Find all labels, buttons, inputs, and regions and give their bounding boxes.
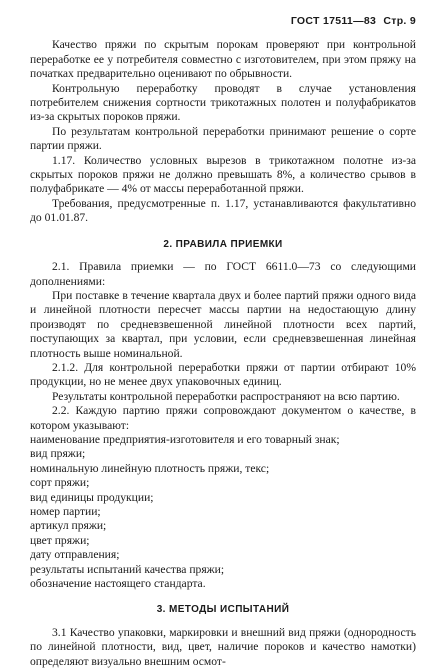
- page-number: Стр. 9: [383, 15, 416, 27]
- standard-number: ГОСТ 17511—83: [290, 15, 377, 27]
- list-item: обозначение настоящего стандарта.: [30, 577, 206, 591]
- clause-2-2: 2.2. Каждую партию пряжи сопровождают документом о качестве, в котором указывают:: [30, 404, 416, 432]
- paragraph: Качество пряжи по скрытым порокам проверяют при контрольной переработке ее у потребителя совместно с изготовителем, при этом пряжу на початках предварительно оценивают по обрывности.: [30, 38, 416, 81]
- list-item: дату отправления;: [30, 548, 120, 562]
- list-item: номер партии;: [30, 505, 101, 518]
- document-contents-list: [30, 433, 416, 591]
- list-item: сорт пряжи;: [30, 476, 90, 490]
- clause-2-1-2: 2.1.2. Для контрольной переработки пряжи от партии отбирают 10% продукции, но не менее двух упаковочных единиц.: [30, 360, 416, 389]
- list-item: артикул пряжи;: [30, 519, 107, 533]
- clause-1-17: 1.17. Количество условных вырезов в трикотажном полотне из-за скрытых пороков пряжи не должно превышать 8%, а количество срывов в полуфабрикате — 4% от массы переработанной пряжи.: [30, 153, 416, 196]
- list-item: цвет пряжи;: [30, 533, 90, 547]
- list-item: наименование предприятия-изготовителя и его товарный знак;: [30, 432, 340, 446]
- page-header: [30, 14, 416, 28]
- paragraph: При поставке в течение квартала двух и более партий пряжи одного вида и линейной плотности пересчет массы партии на недостающую длину производят по средневзвешенной линейной плотности всех партий, поступающих за квартал, при условии, если средневзвешенная линейная плотность выше номинальной.: [30, 288, 416, 360]
- list-item: номинальную линейную плотность пряжи, текс;: [30, 461, 270, 475]
- list-item: результаты испытаний качества пряжи;: [30, 562, 225, 576]
- paragraph: Контрольную переработку проводят в случае установления потребителем снижения сортности трикотажных полотен и полуфабрикатов из-за скрытых пороков пряжи.: [30, 81, 416, 124]
- paragraph: Требования, предусмотренные п. 1.17, устанавливаются факультативно до 01.01.87.: [30, 196, 416, 225]
- list-item: вид единицы продукции;: [30, 490, 154, 504]
- section-title-acceptance: 2. ПРАВИЛА ПРИЕМКИ: [163, 238, 283, 250]
- clause-2-1: 2.1. Правила приемки — по ГОСТ 6611.0—73 со следующими дополнениями:: [30, 260, 416, 288]
- clause-3-1: 3.1 Качество упаковки, маркировки и внешний вид пряжи (однородность по линейной плотности, вид, цвет, наличие пороков и качество намотки) определяют визуально внешним осмот-: [30, 625, 416, 668]
- list-item: вид пряжи;: [30, 447, 86, 461]
- paragraph: Результаты контрольной переработки распространяют на всю партию.: [52, 389, 400, 403]
- paragraph: По результатам контрольной переработки принимают решение о сорте партии пряжи.: [30, 124, 416, 153]
- document-page: [30, 14, 416, 669]
- section-title-test-methods: 3. МЕТОДЫ ИСПЫТАНИЙ: [156, 604, 290, 616]
